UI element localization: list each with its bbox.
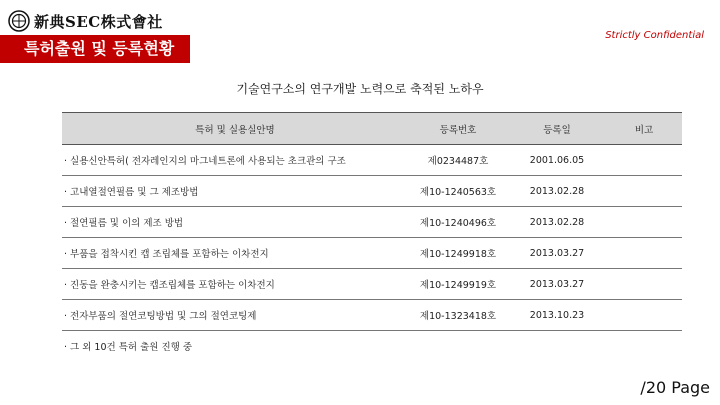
patent-name: · 진동을 완충시키는 캡조립체를 포함하는 이차전지 — [62, 269, 408, 300]
patent-table — [62, 112, 682, 362]
registration-date: 2013.02.28 — [508, 207, 606, 238]
company-name: 新典SEC株式會社 — [34, 12, 163, 31]
table-row — [62, 145, 682, 176]
page-number: /20 Page — [640, 378, 710, 397]
company-emblem-icon — [8, 10, 30, 32]
registration-number: 제0234487호 — [408, 145, 508, 176]
registration-date: 2013.10.23 — [508, 300, 606, 331]
page-subtitle: 기술연구소의 연구개발 노력으로 축적된 노하우 — [236, 82, 484, 96]
remark — [606, 207, 682, 238]
patent-name: · 절연필름 및 이의 제조 방법 — [62, 207, 408, 238]
patent-name: · 전자부품의 절연코팅방법 및 그의 절연코팅제 — [62, 300, 408, 331]
table-header-row — [62, 113, 682, 145]
table-row — [62, 238, 682, 269]
column-header-name: 특허 및 실용실안명 — [62, 113, 408, 145]
column-header-remark: 비고 — [606, 113, 682, 145]
table-row — [62, 207, 682, 238]
company-logo — [8, 8, 163, 34]
patent-name: · 고내열절연필름 및 그 제조방법 — [62, 176, 408, 207]
table-note-row — [62, 331, 682, 362]
confidential-label: Strictly Confidential — [605, 30, 704, 41]
remark — [606, 176, 682, 207]
registration-date: 2013.02.28 — [508, 176, 606, 207]
remark — [606, 300, 682, 331]
registration-date: 2013.03.27 — [508, 269, 606, 300]
column-header-number: 등록번호 — [408, 113, 508, 145]
registration-number: 제10-1240496호 — [408, 207, 508, 238]
column-header-date: 등록일 — [508, 113, 606, 145]
registration-number: 제10-1249919호 — [408, 269, 508, 300]
remark — [606, 238, 682, 269]
patent-name: · 실용신안특허( 전자레인지의 마그네트론에 사용되는 초크관의 구조 — [62, 145, 408, 176]
patent-name: · 부품을 접착시킨 캡 조립체를 포함하는 이차전지 — [62, 238, 408, 269]
pending-patents-note: · 그 외 10건 특허 출원 진행 중 — [64, 342, 193, 354]
registration-number: 제10-1240563호 — [408, 176, 508, 207]
registration-date: 2013.03.27 — [508, 238, 606, 269]
registration-number: 제10-1249918호 — [408, 238, 508, 269]
registration-number: 제10-1323418호 — [408, 300, 508, 331]
table-row — [62, 269, 682, 300]
remark — [606, 145, 682, 176]
registration-date: 2001.06.05 — [508, 145, 606, 176]
remark — [606, 269, 682, 300]
table-row — [62, 300, 682, 331]
section-banner: 특허출원 및 등록현황 — [0, 35, 190, 63]
table-row — [62, 176, 682, 207]
